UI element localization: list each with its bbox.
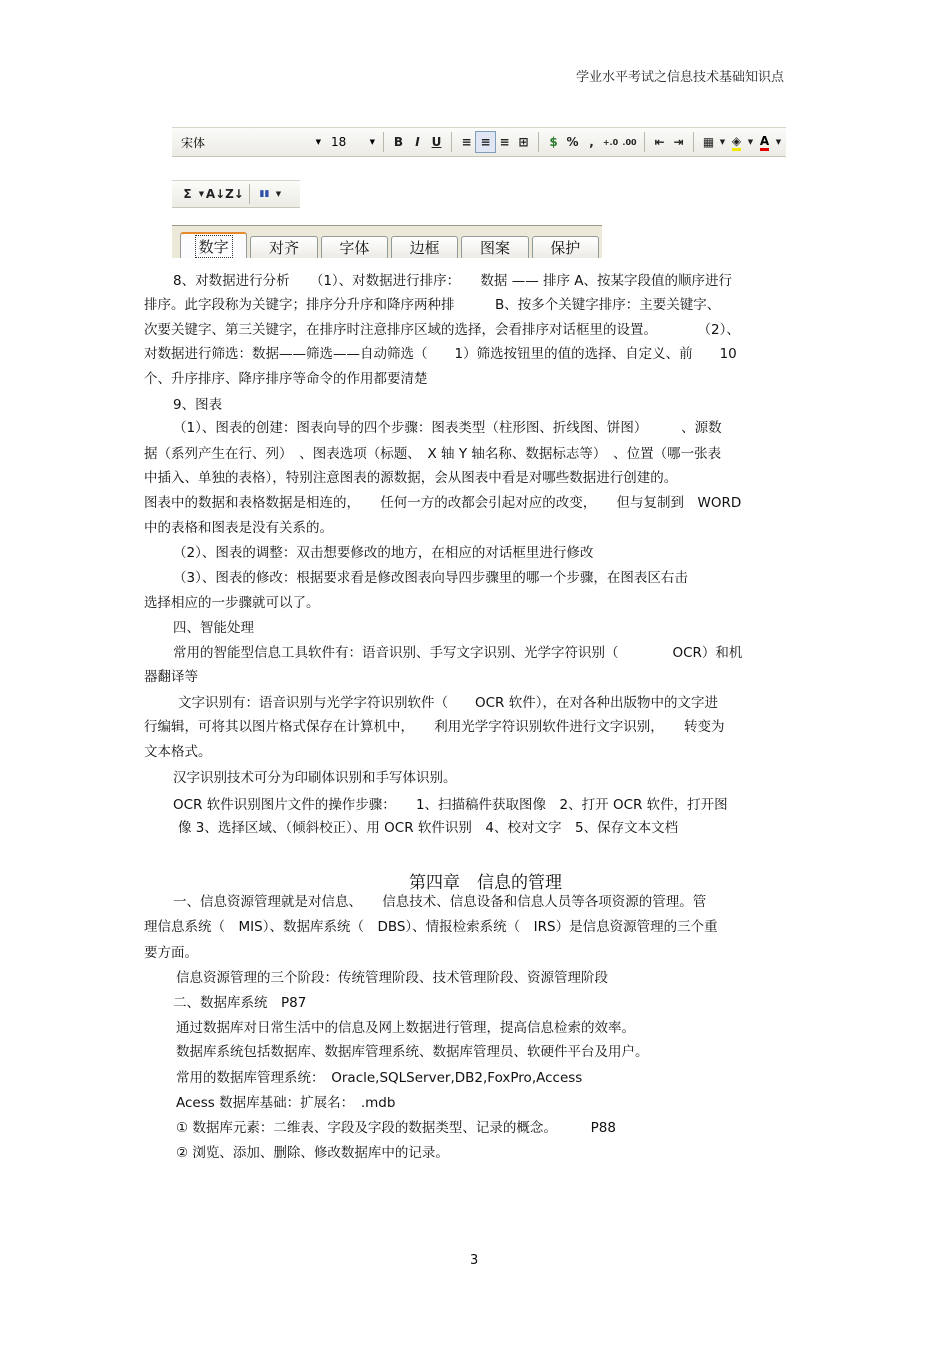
font-size-value: 18 [331,135,347,149]
tab-protection[interactable]: 保护 [532,236,599,258]
text-line: 通过数据库对日常生活中的信息及网上数据进行管理，提高信息检索的效率。 [176,1020,635,1036]
tab-pattern[interactable]: 图案 [461,236,528,258]
text-line: 汉字识别技术可分为印刷体识别和手写体识别。 [173,770,457,786]
chevron-down-icon: ▼ [315,138,321,146]
chevron-down-icon[interactable]: ▼ [719,138,726,146]
align-center-icon: ≡ [480,135,491,149]
chapter-heading: 第四章 信息的管理 [409,873,562,893]
text-line: 排序。此字段称为关键字；排序分升序和降序两种排 B、按多个关键字排序：主要关键字、 [144,297,721,313]
font-name-value: 宋体 [181,135,206,150]
font-color-icon: A [760,134,769,151]
text-line: 文本格式。 [144,744,212,760]
text-line: （2）、图表的调整：双击想要修改的地方，在相应的对话框里进行修改 [173,545,594,561]
borders-icon: ▦ [702,135,715,149]
tab-font[interactable]: 字体 [321,236,388,258]
text-line: 9、图表 [173,397,223,413]
increase-indent-icon: ⇥ [673,135,684,149]
increase-decimal-icon: +.0 [602,137,619,147]
chevron-down-icon[interactable]: ▼ [775,138,782,146]
text-line: 数据库系统包括数据库、数据库管理系统、数据库管理员、软硬件平台及用户。 [176,1044,649,1060]
text-line: （1）、图表的创建：图表向导的四个步骤：图表类型（柱形图、折线图、饼图） 、源数 [173,420,722,436]
text-line: 对数据进行筛选：数据——筛选——自动筛选（ 1）筛选按钮里的值的选择、自定义、前 10 [144,346,737,362]
text-line: 选择相应的一步骤就可以了。 [144,595,320,611]
sort-ascending-icon: A↓ [205,187,226,201]
underline-icon: U [431,135,442,149]
text-line: 常用的智能型信息工具软件有：语音识别、手写文字识别、光学字符识别（ OCR）和机 [173,645,743,661]
text-line: Acess 数据库基础：扩展名： .mdb [176,1095,396,1111]
merge-center-icon: ⊞ [518,135,529,149]
tab-label: 数字 [195,235,233,258]
decrease-decimal-icon: .00 [622,137,637,147]
sort-descending-icon: Z↓ [225,187,244,201]
autosum-icon: Σ [183,187,192,201]
percent-icon: % [566,135,579,149]
text-line: OCR 软件识别图片文件的操作步骤： 1、扫描稿件获取图像 2、打开 OCR 软件，打开图 [173,797,728,813]
text-line: ② 浏览、添加、删除、修改数据库中的记录。 [176,1145,449,1161]
chevron-down-icon[interactable]: ▼ [198,190,205,198]
text-line: 个、升序排序、降序排序等命令的作用都要清楚 [144,371,428,387]
chevron-down-icon[interactable]: ▼ [275,190,282,198]
text-line: 中插入、单独的表格），特别注意图表的源数据，会从图表中看是对哪些数据进行创建的。 [144,470,678,486]
text-line: ① 数据库元素：二维表、字段及字段的数据类型、记录的概念。 P88 [176,1120,616,1136]
text-line: 要方面。 [144,945,198,961]
text-line: 8、对数据进行分析 （1）、对数据进行排序： 数据 —— 排序 A、按某字段值的顺序进行 [173,273,733,289]
chevron-down-icon[interactable]: ▼ [747,138,754,146]
text-line: 像 3、选择区域、（倾斜校正）、用 OCR 软件识别 4、校对文字 5、保存文本文档 [178,820,679,836]
page-number: 3 [470,1253,479,1268]
text-line: 信息资源管理的三个阶段：传统管理阶段、技术管理阶段、资源管理阶段 [176,970,608,986]
text-line: 文字识别有：语音识别与光学字符识别软件（ OCR 软件），在对各种出版物中的文字进 [178,695,718,711]
fill-color-icon: ◈ [732,134,741,151]
bold-icon: B [393,135,404,149]
tab-alignment[interactable]: 对齐 [250,236,317,258]
chart-wizard-icon: ▮▮ [259,189,270,199]
text-line: 二、数据库系统 P87 [173,995,307,1011]
text-line: 行编辑，可将其以图片格式保存在计算机中， 利用光学字符识别软件进行文字识别， 转变为 [144,719,725,735]
decrease-indent-icon: ⇤ [654,135,665,149]
comma-icon: , [589,135,594,149]
text-line: 图表中的数据和表格数据是相连的， 任何一方的改都会引起对应的改变， 但与复制到 WORD [144,495,742,511]
text-line: 中的表格和图表是没有关系的。 [144,520,333,536]
text-line: 常用的数据库管理系统： Oracle,SQLServer,DB2,FoxPro,Access [176,1070,583,1086]
chevron-down-icon: ▼ [369,138,375,146]
text-line: 一、信息资源管理就是对信息、 信息技术、信息设备和信息人员等各项资源的管理。管 [173,894,707,910]
text-line: 次要关键字、第三关键字，在排序时注意排序区域的选择，会看排序对话框里的设置。 （2）、 [144,322,740,338]
text-line: 器翻译等 [144,669,198,685]
currency-icon: $ [549,135,558,149]
tab-border[interactable]: 边框 [391,236,458,258]
text-line: 据（系列产生在行、列） 、图表选项（标题、 X 轴 Y 轴名称、数据标志等） 、位置（哪一张表 [144,446,722,462]
text-line: 四、智能处理 [173,620,254,636]
running-header: 学业水平考试之信息技术基础知识点 [575,70,784,85]
text-line: 理信息系统（ MIS）、数据库系统（ DBS）、情报检索系统（ IRS）是信息资源管理的三个重 [144,919,718,935]
text-line: （3）、图表的修改：根据要求看是修改图表向导四步骤里的哪一个步骤，在图表区右击 [173,570,688,586]
italic-icon: I [415,135,420,149]
align-left-icon: ≡ [461,135,472,149]
align-right-icon: ≡ [499,135,510,149]
